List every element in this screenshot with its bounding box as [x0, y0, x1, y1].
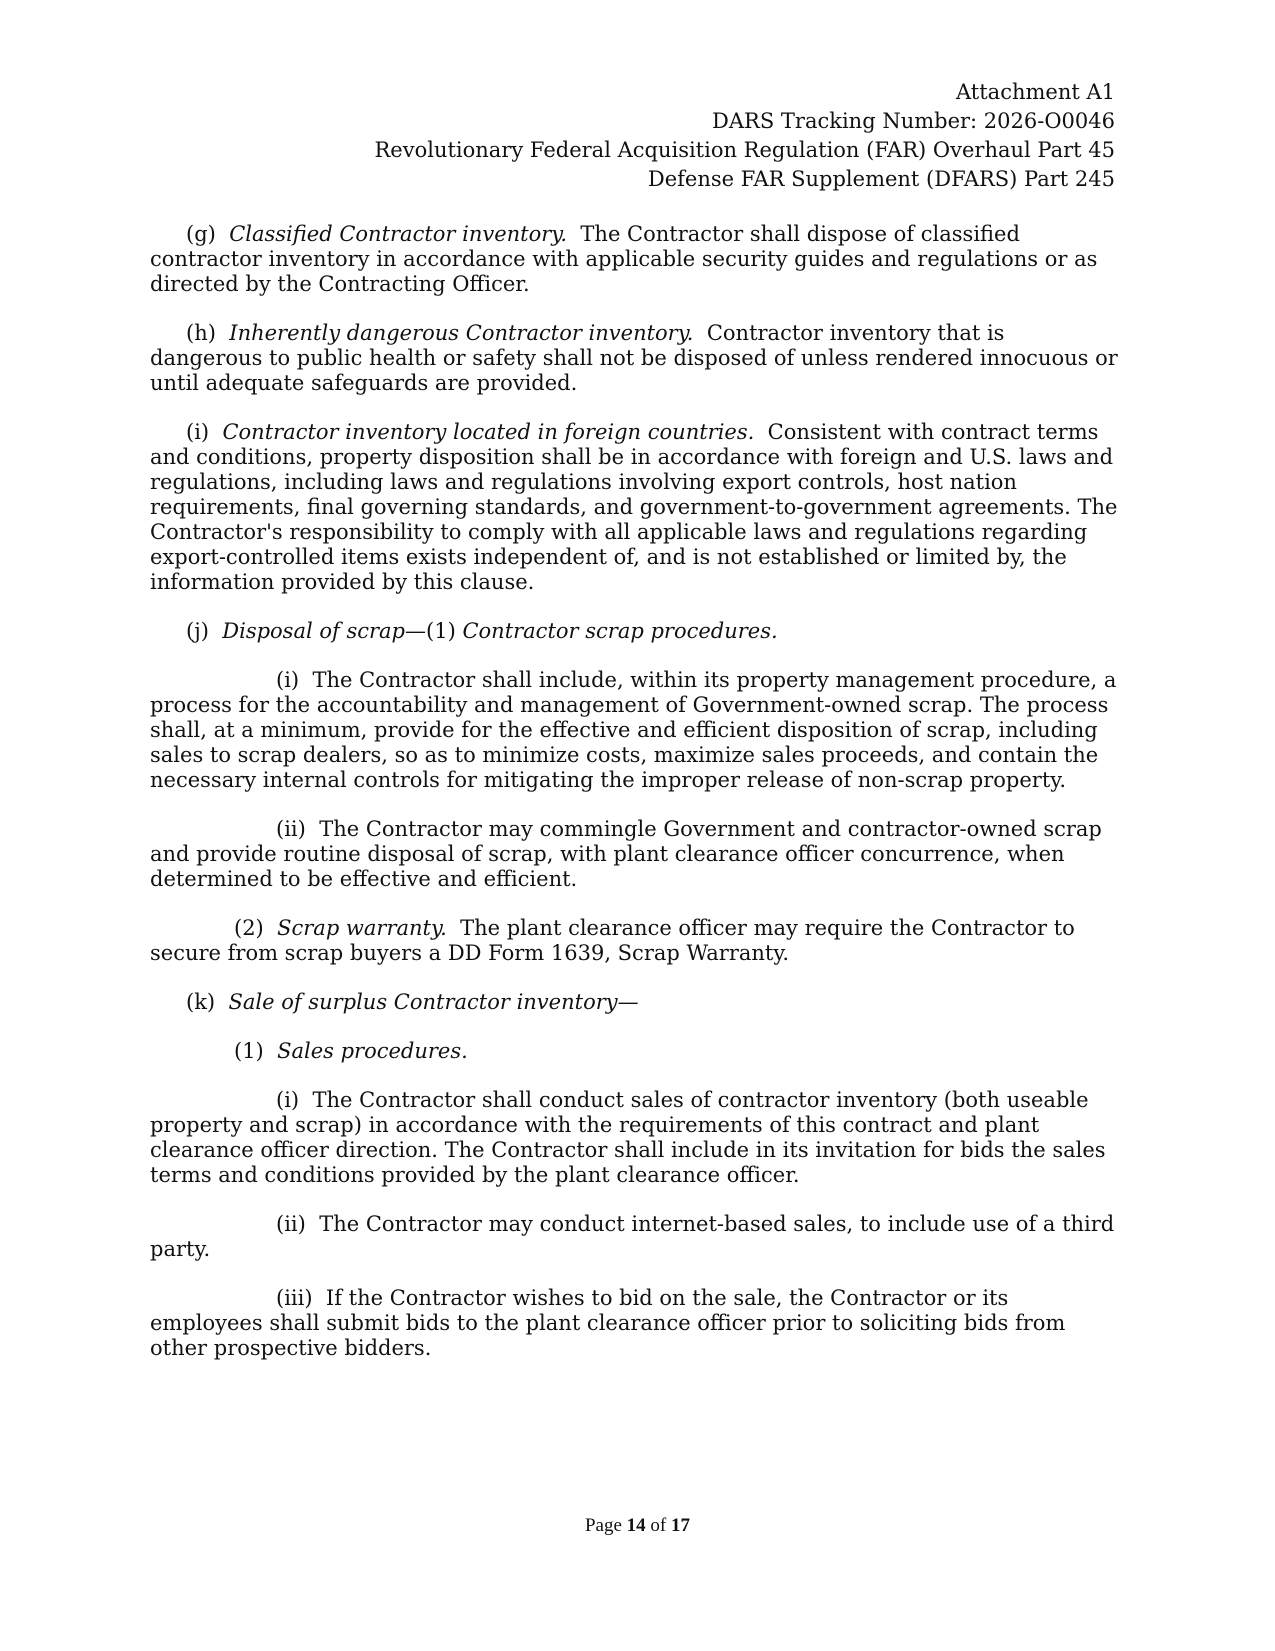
paragraph-title: Disposal of scrap — [222, 619, 406, 643]
page-total: 17 — [671, 1515, 690, 1536]
paragraph-marker: (i) — [186, 420, 210, 444]
paragraph-k-1 — [150, 1039, 1120, 1064]
paragraph-k — [150, 990, 1120, 1015]
paragraph-marker: (iii) — [276, 1286, 313, 1310]
header-tracking-number: DARS Tracking Number: 2026-O0046 — [712, 109, 1115, 133]
paragraph-title: Classified Contractor inventory. — [229, 222, 568, 246]
paragraph-text: Contractor inventory that is dangerous to public health or safety shall not be disposed of unless rendered innocuous or until adequate safeguards are provided. — [150, 321, 1118, 395]
paragraph-title: Contractor inventory located in foreign countries. — [222, 420, 755, 444]
paragraph-text: The Contractor may conduct internet-based sales, to include use of a third party. — [150, 1212, 1115, 1261]
paragraph-title: Scrap warranty. — [277, 916, 447, 940]
paragraph-marker: (k) — [186, 990, 216, 1014]
paragraph-j — [150, 619, 1120, 644]
page-label: Page — [584, 1515, 622, 1536]
paragraph-g — [150, 222, 1120, 297]
page-header — [375, 78, 1116, 194]
paragraph-marker: (i) — [276, 1088, 300, 1112]
header-attachment: Attachment A1 — [956, 80, 1115, 104]
page-footer — [0, 1515, 1275, 1537]
paragraph-j-1-i — [150, 668, 1120, 793]
paragraph-k-1-iii — [150, 1286, 1120, 1361]
paragraph-title: Sales procedures. — [277, 1039, 468, 1063]
paragraph-marker: (1) — [234, 1039, 264, 1063]
paragraph-k-1-ii — [150, 1212, 1120, 1262]
page-current: 14 — [626, 1515, 646, 1536]
paragraph-j-2 — [150, 916, 1120, 966]
paragraph-marker: (g) — [186, 222, 216, 246]
paragraph-marker: (ii) — [276, 817, 306, 841]
paragraph-k-1-i — [150, 1088, 1120, 1188]
paragraph-marker: (2) — [234, 916, 264, 940]
header-dfars-part: Defense FAR Supplement (DFARS) Part 245 — [647, 167, 1115, 191]
subparagraph-title: Contractor scrap procedures. — [462, 619, 778, 643]
subparagraph-marker: —(1) — [405, 619, 456, 643]
paragraph-text: The plant clearance officer may require the Contractor to secure from scrap buyers a DD Form 1639, Scrap Warranty. — [150, 916, 1075, 965]
paragraph-title: Sale of surplus Contractor inventory— — [228, 990, 639, 1014]
paragraph-text: The Contractor shall dispose of classified contractor inventory in accordance with applicable security guides and regulations or as directed by the Contracting Officer. — [150, 222, 1098, 296]
paragraph-j-1-ii — [150, 817, 1120, 892]
document-body — [150, 222, 1120, 1361]
page-of-label: of — [650, 1515, 667, 1536]
paragraph-marker: (h) — [186, 321, 216, 345]
paragraph-title: Inherently dangerous Contractor inventory. — [229, 321, 694, 345]
header-far-part: Revolutionary Federal Acquisition Regulation (FAR) Overhaul Part 45 — [374, 138, 1115, 162]
paragraph-text: The Contractor shall conduct sales of contractor inventory (both useable property and scrap) in accordance with the requirements of this contract and plant clearance officer direction. The Contractor shall include in its invitation for bids the sales terms and conditions provided by the plant clearance officer. — [150, 1088, 1106, 1187]
paragraph-text: If the Contractor wishes to bid on the sale, the Contractor or its employees shall submit bids to the plant clearance officer prior to soliciting bids from other prospective bidders. — [150, 1286, 1066, 1360]
paragraph-i — [150, 420, 1120, 595]
paragraph-marker: (j) — [186, 619, 209, 643]
paragraph-text: The Contractor may commingle Government and contractor-owned scrap and provide routine disposal of scrap, with plant clearance officer concurrence, when determined to be effective and efficient. — [150, 817, 1102, 891]
paragraph-text: The Contractor shall include, within its property management procedure, a process for the accountability and management of Government-owned scrap. The process shall, at a minimum, provide for the effective and efficient disposition of scrap, including sales to scrap dealers, so as to minimize costs, maximize sales proceeds, and contain the necessary internal controls for mitigating the improper release of non-scrap property. — [150, 668, 1117, 792]
paragraph-marker: (ii) — [276, 1212, 306, 1236]
paragraph-h — [150, 321, 1120, 396]
paragraph-text: Consistent with contract terms and conditions, property disposition shall be in accordance with foreign and U.S. laws and regulations, including laws and regulations involving export controls, host nation requirements, final governing standards, and government-to-government agreements. The Contractor's responsibility to comply with all applicable laws and regulations regarding export-controlled items exists independent of, and is not established or limited by, the information provided by this clause. — [150, 420, 1118, 594]
paragraph-marker: (i) — [276, 668, 300, 692]
